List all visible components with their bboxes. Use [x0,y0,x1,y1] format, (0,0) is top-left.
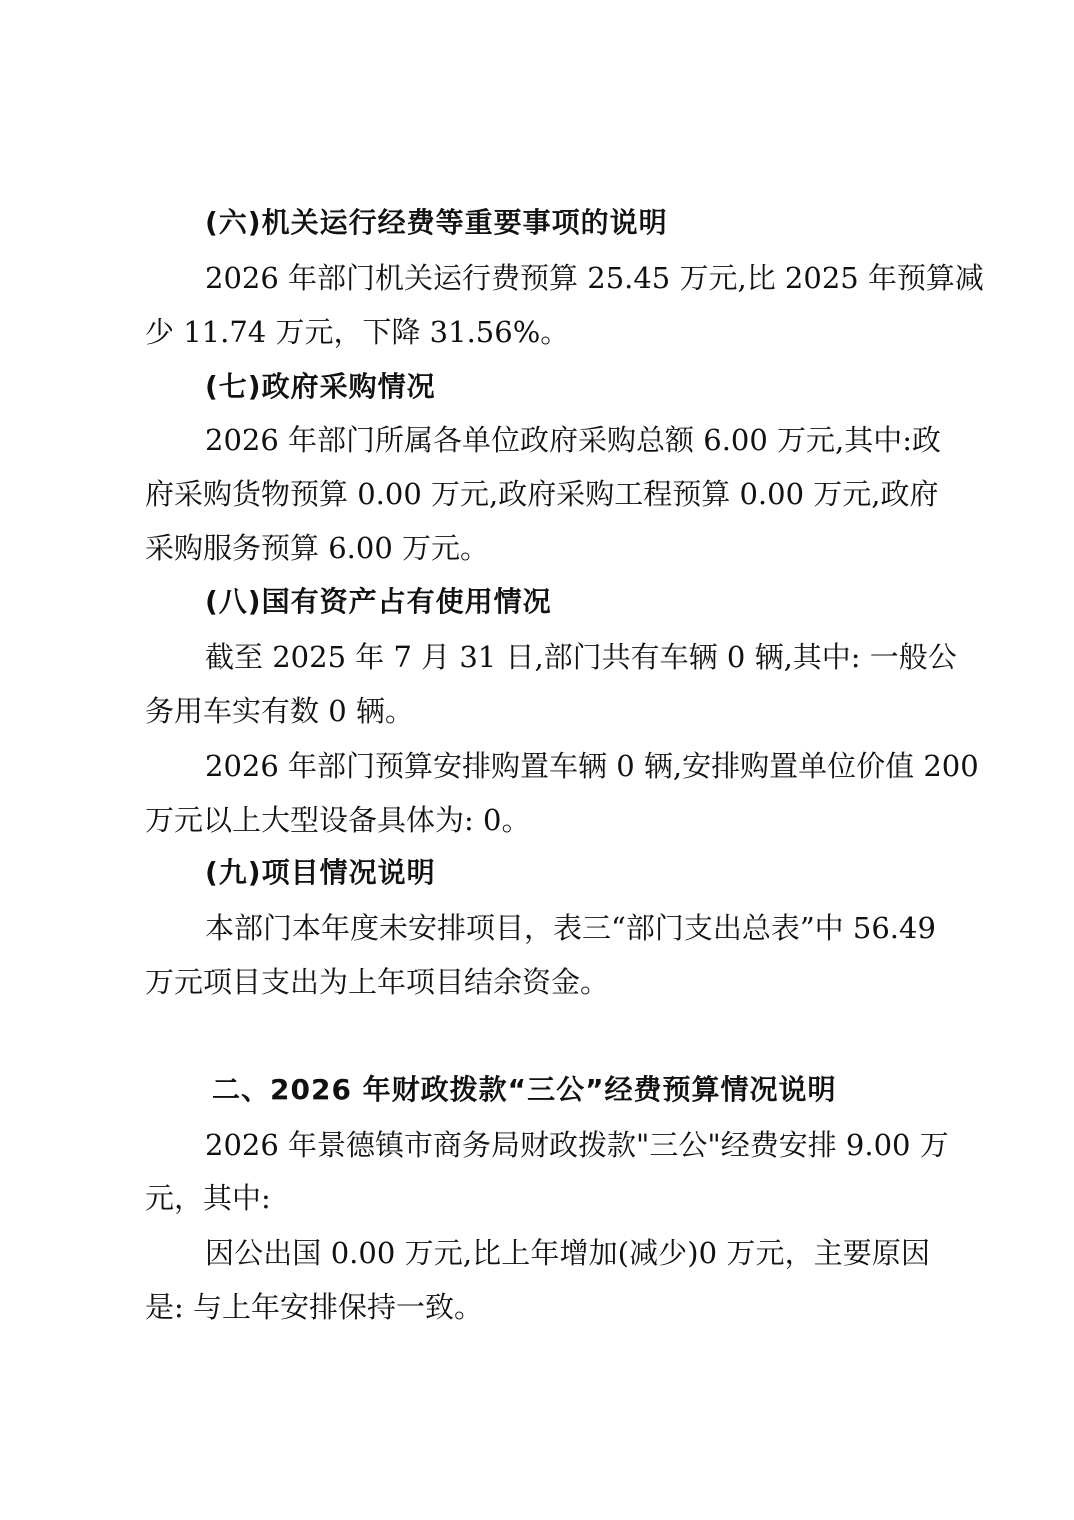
paragraph-line: 因公出国 0.00 万元,比上年增加(减少)0 万元，主要原因 [205,1236,930,1270]
paragraph-line: 府采购货物预算 0.00 万元,政府采购工程预算 0.00 万元,政府 [145,477,939,511]
paragraph-line: 2026 年部门预算安排购置车辆 0 辆,安排购置单位价值 200 [205,749,979,783]
paragraph-line: 2026 年部门机关运行费预算 25.45 万元,比 2025 年预算减 [205,261,984,295]
paragraph-line: 采购服务预算 6.00 万元。 [145,531,490,565]
paragraph-line: 2026 年部门所属各单位政府采购总额 6.00 万元,其中:政 [205,423,942,457]
part-two-title: 二、2026 年财政拨款“三公”经费预算情况说明 [212,1073,837,1106]
section-heading-8: (八)国有资产占有使用情况 [205,585,552,618]
section-heading-7: (七)政府采购情况 [205,370,436,403]
paragraph-line: 少 11.74 万元，下降 31.56%。 [145,315,570,349]
paragraph-line: 万元项目支出为上年项目结余资金。 [145,965,610,999]
paragraph-line: 2026 年景德镇市商务局财政拨款"三公"经费安排 9.00 万 [205,1128,949,1162]
section-heading-6: (六)机关运行经费等重要事项的说明 [205,206,668,239]
paragraph-line: 截至 2025 年 7 月 31 日,部门共有车辆 0 辆,其中: 一般公 [205,640,957,674]
paragraph-line: 本部门本年度未安排项目，表三“部门支出总表”中 56.49 [205,911,936,945]
paragraph-line: 元，其中: [145,1181,271,1215]
paragraph-line: 万元以上大型设备具体为: 0。 [145,803,531,837]
paragraph-line: 是: 与上年安排保持一致。 [145,1290,483,1324]
section-heading-9: (九)项目情况说明 [205,856,436,889]
paragraph-line: 务用车实有数 0 辆。 [145,694,414,728]
